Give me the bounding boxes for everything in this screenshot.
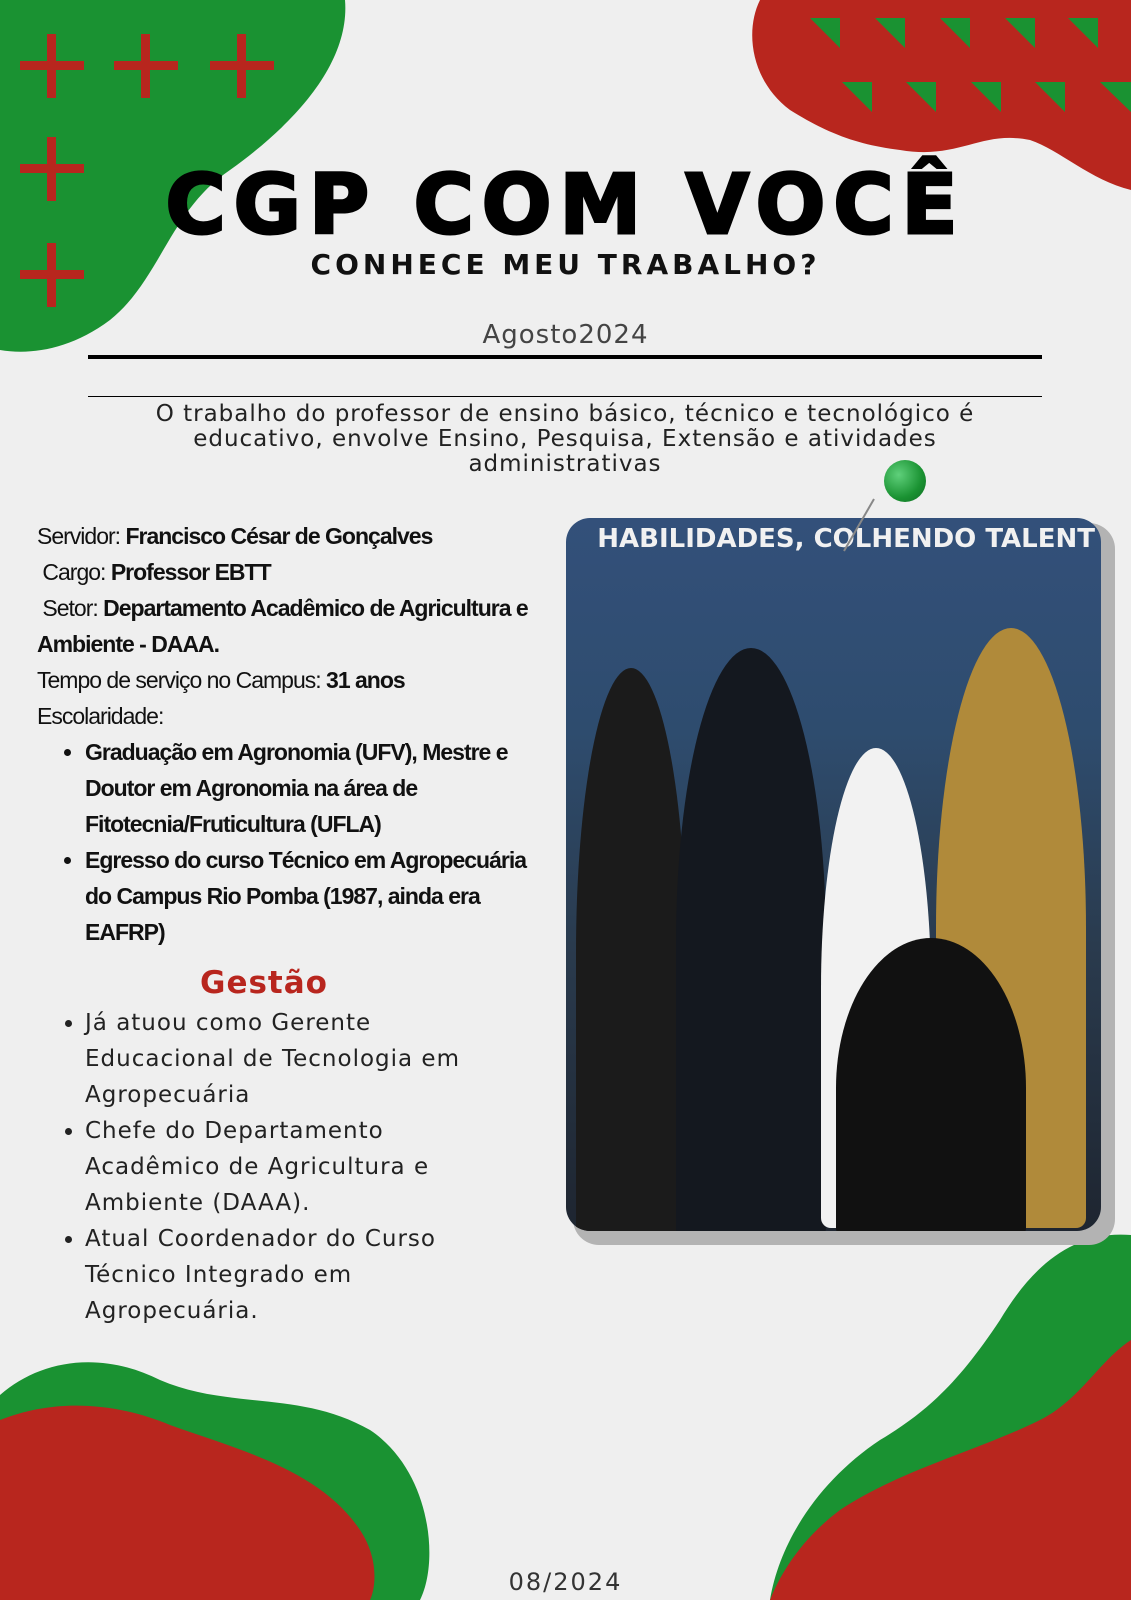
- tempo-value: 31 anos: [326, 667, 405, 693]
- tempo-label: Tempo de serviço no Campus:: [37, 667, 321, 693]
- tempo-row: [37, 662, 557, 698]
- person-silhouette: [576, 668, 686, 1231]
- list-item: • Graduação em Agronomia (UFV), Mestre e Doutor em Agronomia na área de Fitotecnia/Fruticultura (UFLA): [85, 734, 557, 842]
- servidor-value: Francisco César de Gonçalves: [125, 523, 433, 549]
- cargo-value: Professor EBTT: [110, 559, 271, 585]
- group-photo: [566, 518, 1101, 1231]
- list-item: • Atual Coordenador do Curso Técnico Integrado em Agropecuária.: [85, 1221, 517, 1329]
- escolaridade-label: Escolaridade:: [37, 703, 164, 729]
- person-silhouette: [676, 648, 826, 1231]
- pin-icon: [884, 460, 926, 502]
- footer-date: 08/2024: [508, 1568, 623, 1596]
- profile-info: [37, 518, 557, 950]
- page-title: CGP COM VOCÊ: [165, 158, 966, 253]
- person-silhouette: [836, 938, 1026, 1231]
- edition-month: Agosto2024: [482, 320, 649, 350]
- list-item: • Chefe do Departamento Acadêmico de Agricultura e Ambiente (DAAA).: [85, 1113, 517, 1221]
- escolaridade-list: [37, 734, 557, 950]
- servidor-label: Servidor:: [37, 523, 121, 549]
- divider-thick: [88, 355, 1042, 359]
- gestao-list: [37, 1005, 517, 1329]
- cargo-row: [37, 554, 557, 590]
- photo-banner-text: HABILIDADES, COLHENDO TALENT: [597, 524, 1095, 554]
- gestao-section: [37, 1005, 517, 1329]
- setor-label: Setor:: [42, 595, 98, 621]
- list-item: • Egresso do curso Técnico em Agropecuária do Campus Rio Pomba (1987, ainda era EAFRP): [85, 842, 557, 950]
- gestao-heading: Gestão: [200, 965, 328, 1001]
- intro-text: O trabalho do professor de ensino básico, técnico e tecnológico é educativo, envolve Ensino, Pesquisa, Extensão e atividades administrativas: [155, 401, 975, 477]
- setor-value: Departamento Acadêmico de Agricultura e Ambiente - DAAA.: [37, 595, 528, 657]
- page-subtitle: CONHECE MEU TRABALHO?: [310, 248, 821, 281]
- cargo-label: Cargo:: [42, 559, 106, 585]
- setor-row: [37, 590, 557, 662]
- list-item: • Já atuou como Gerente Educacional de Tecnologia em Agropecuária: [85, 1005, 517, 1113]
- servidor-row: [37, 518, 557, 554]
- divider-thin: [88, 396, 1042, 397]
